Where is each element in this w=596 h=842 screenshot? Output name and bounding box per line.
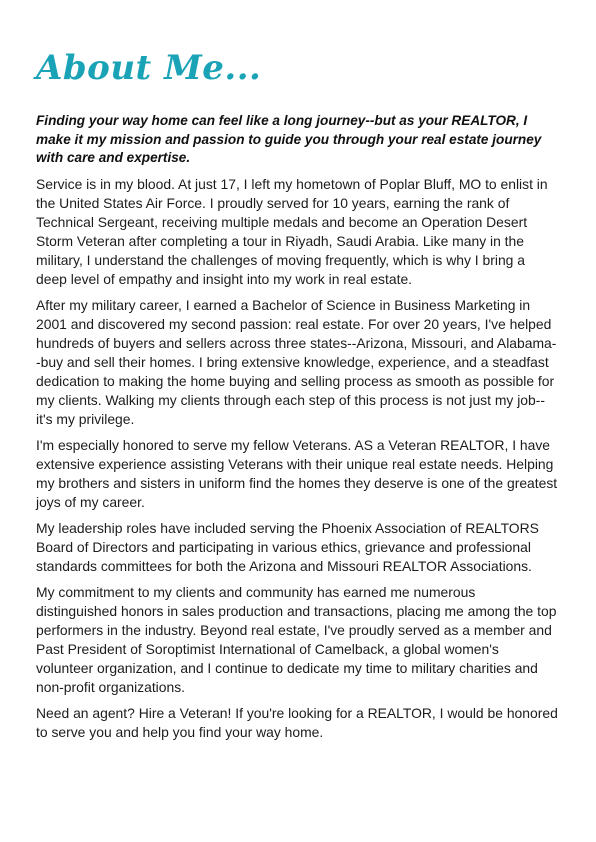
bio-paragraph-veterans: I'm especially honored to serve my fellow Veterans. AS a Veteran REALTOR, I have extensive experience assisting Veterans with their unique real estate needs. Helping my brothers and sisters in uniform find the homes they deserve is one of the greatest joys of my career. xyxy=(36,436,558,510)
bio-paragraph-leadership: My leadership roles have included serving the Phoenix Association of REALTORS Board of Directors and participating in various ethics, grievance and professional standards committees for both the Arizona and Missouri REALTOR Associations. xyxy=(36,519,539,574)
bio-paragraph-military: Service is in my blood. At just 17, I left my hometown of Poplar Bluff, MO to enlist in the United States Air Force. I proudly served for 10 years, earning the rank of Technical Sergeant, receiving multiple medals and become an Operation Desert Storm Veteran after completing a tour in Riyadh, Saudi Arabia. Like many in the military, I understand the challenges of moving frequently, which is why I bring a deep level of empathy and insight into my work in real estate. xyxy=(36,175,548,287)
intro-statement: Finding your way home can feel like a long journey--but as your REALTOR, I make it my mission and passion to guide you through your real estate journey with care and expertise. xyxy=(36,113,542,165)
bio-paragraph-career: After my military career, I earned a Bachelor of Science in Business Marketing in 2001 and discovered my second passion: real estate. For over 20 years, I've helped hundreds of buyers and sellers across three states--Arizona, Missouri, and Alabama--buy and sell their homes. I bring extensive knowledge, experience, and a steadfast dedication to making the home buying and selling process as smooth as possible for my clients. Walking my clients through each step of this process is not just my job--it's my privilege. xyxy=(36,296,557,427)
bio-paragraph-closing: Need an agent? Hire a Veteran! If you're looking for a REALTOR, I would be honored to serve you and help you find your way home. xyxy=(36,704,558,740)
bio-paragraph-honors: My commitment to my clients and community has earned me numerous distinguished honors in sales production and transactions, placing me among the top performers in the industry. Beyond real estate, I've proudly served as a member and Past President of Soroptimist International of Camelback, a global women's volunteer organization, and I continue to dedicate my time to military charities and non-profit organizations. xyxy=(36,583,557,695)
page-title: About Me... xyxy=(36,48,262,88)
